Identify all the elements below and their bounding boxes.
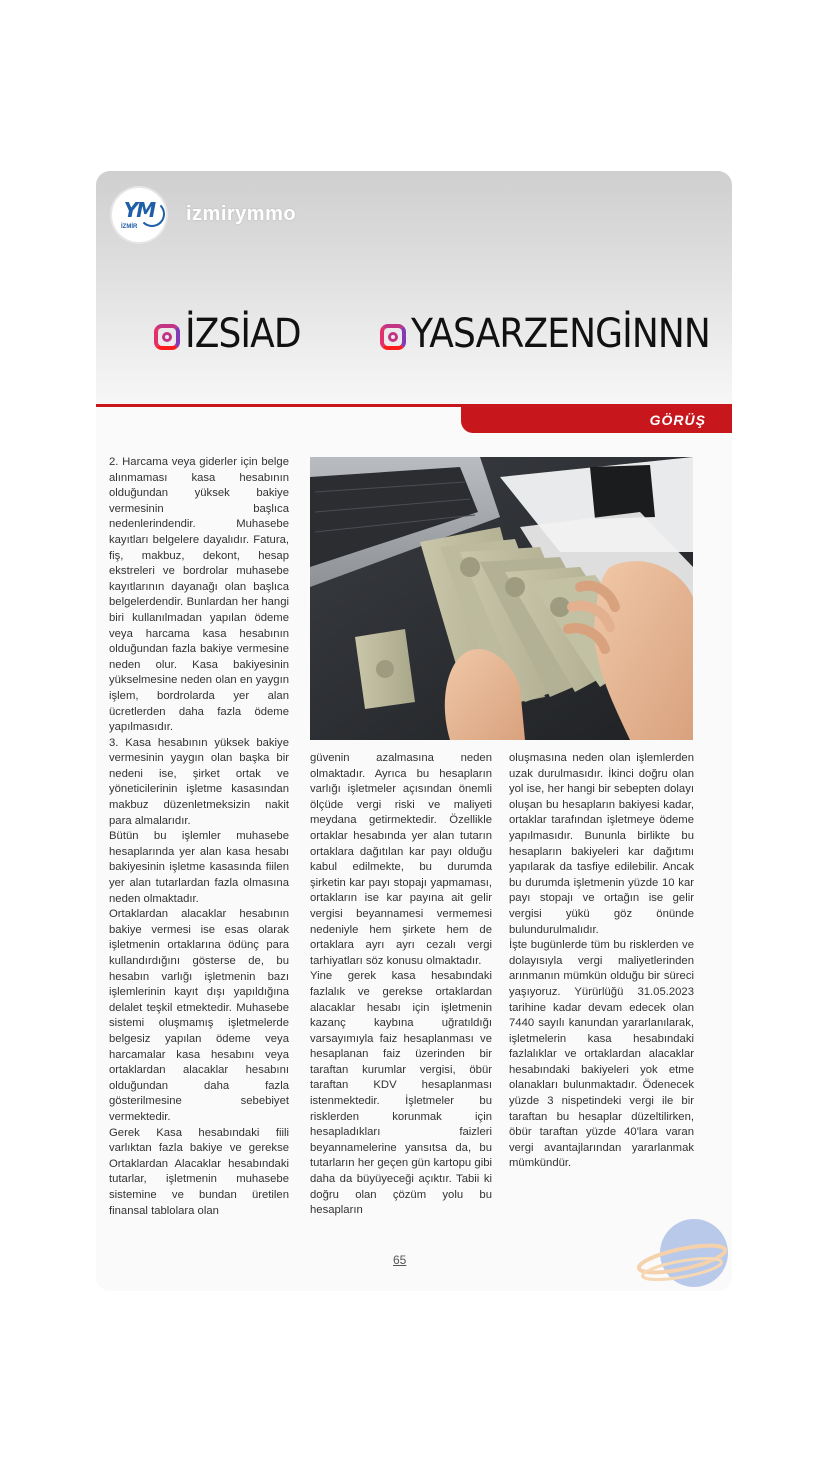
text-column-1 <box>109 455 289 1219</box>
story-card <box>96 171 732 1291</box>
section-label: GÖRÜŞ <box>649 412 706 428</box>
text-column-2 <box>310 751 492 1219</box>
mention-tag-izsiad[interactable] <box>154 309 314 359</box>
paragraph: 2. Harcama veya giderler için belge alınmaması kasa hesabının olduğundan yüksek bakiye vermesinin başlıca nedenlerindendir. Muhasebe kayıtları belgelere dayalıdır. Fatura, fiş, makbuz, dekont, hesap ekstreleri ve bordrolar muhasebe kayıtlarının dayanağı olan başlıca belgelerdendir. Bunlardan her hangi biri kullanılmadan yapılan ödeme veya harcama kasa hesabının olduğundan fazla bakiye vermesine neden olur. Kasa bakiyesinin yükselmesine neden olan en yaygın işlem, bordrolarda yer alan ücretlerden daha fazla ödeme yapılmasıdır. <box>109 456 289 734</box>
account-avatar[interactable] <box>112 188 166 242</box>
paragraph: Yine gerek kasa hesabındaki fazlalık ve gerekse ortaklardan alacaklar hesabı için işletmenin kazanç kaybına uğratıldığı varsayımıyla faiz hesaplanması ve hesaplanan faiz üzerinden bir taraftan kurumlar vergisi, öbür taraftan KDV hesaplanması istenmektedir. İşletmeler bu risklerden korunmak için hesapladıkları faizleri beyannamelerine yansıtsa da, bu tutarların her geçen gün kartopu gibi daha da büyüyeceği açıktır. Tabii ki doğru olan çözüm yolu bu hesapların <box>310 970 492 1217</box>
money-photo-illustration <box>310 457 693 740</box>
article-photo <box>310 457 693 740</box>
mention-label: YASARZENGİNNN <box>411 311 710 357</box>
page-number: 65 <box>393 1253 407 1267</box>
paragraph: İşte bugünlerde tüm bu risklerden ve dolayısıyla vergi maliyetlerinden arınmanın mümkün olduğu bir süreci yaşıyoruz. Yürürlüğü 31.05.2023 tarihine kadar devam edecek olan 7440 sayılı kanundan yararlanılarak, işletmelerin kasa hesabındaki fazlalıklar ve ortaklardan alacaklar hesabındaki bakiyeleri yok etme olanakları bulunmaktadır. Ödenecek yüzde 3 nispetindeki vergi ile bir taraftan bu hesaplar düzeltilirken, öbür taraftan yüzde 40'lara varan vergi avantajlarından yararlanmak mümkündür. <box>509 939 694 1170</box>
paragraph: Gerek Kasa hesabındaki fiili varlıktan fazla bakiye ve gerekse Ortaklardan Alacaklar hesabındaki tutarlar, işletmenin muhasebe sistemine ve bundan üretilen finansal tablolara olan <box>109 1126 289 1217</box>
paragraph: oluşmasına neden olan işlemlerden uzak durulmasıdır. İkinci doğru olan yol ise, her hangi bir sebepten dolayı oluşan bu hesapların bakiyesi kadar, ortaklar tarafından işletmeye ödeme yapılmasıdır. Bununla birlikte bu hesapların bakiyeleri kar dağıtımı yapılarak da tasfiye edilebilir. Ancak bu durumda işletmenin yüzde 10 kar payı stopajı ve ortağın ise gelir vergisi yükü göz önünde bulundurulmalıdır. <box>509 752 694 936</box>
paragraph: Ortaklardan alacaklar hesabının bakiye vermesi ise esas olarak işletmenin ortaklarına ödünç para kullandırdığını gösterse de, bu hesabın varlığı işletmenin bazı işlemlerinin kayıt dışı yapıldığına delalet teşkil etmektedir. Muhasebe sistemi oluşmamış işletmelerde belgesiz yapılan ödeme veya harcamalar kasa hesabını veya ortaklardan alacaklar hesabını olduğundan daha fazla gösterilmesine sebebiyet vermektedir. <box>109 908 289 1123</box>
instagram-icon <box>154 324 180 350</box>
mention-tag-yasarzengin[interactable] <box>380 309 732 359</box>
text-column-3 <box>509 751 694 1172</box>
logo-mark: YM <box>123 198 155 222</box>
account-name[interactable]: izmirymmo <box>186 203 297 225</box>
section-tab <box>461 407 732 433</box>
instagram-icon <box>380 324 406 350</box>
logo-subtitle: İZMİR <box>121 224 138 230</box>
globe-watermark-icon <box>636 1215 728 1291</box>
paragraph: güvenin azalmasına neden olmaktadır. Ayrıca bu hesapların varlığı işletmeler açısından önemli ölçüde vergi riski ve maliyeti meydana getirmektedir. Özellikle ortaklar hesabında yer alan tutarın ortaklara dağıtılan kar payı olduğu kabul edilmekte, bu durumda şirketin kar payı stopajı yapmaması, ortakların ise kar payına ait gelir vergisi beyannamesi vermemesi nedeniyle hem şirkete hem de ortaklara ayrı ayrı cezalı vergi tarhiyatları söz konusu olmaktadır. <box>310 752 492 967</box>
paragraph: Bütün bu işlemler muhasebe hesaplarında yer alan kasa hesabı bakiyesinin işletme kasasında fiilen yer alan tutarlardan fazla olmasına neden olmaktadır. <box>109 830 289 905</box>
paragraph: 3. Kasa hesabının yüksek bakiye vermesinin yaygın olan başka bir nedeni ise, şirket ortak ve yöneticilerinin işletme kasasından makbuz düzenletmeksizin nakit para almalarıdır. <box>109 736 289 827</box>
mention-label: İZSİAD <box>185 311 301 357</box>
